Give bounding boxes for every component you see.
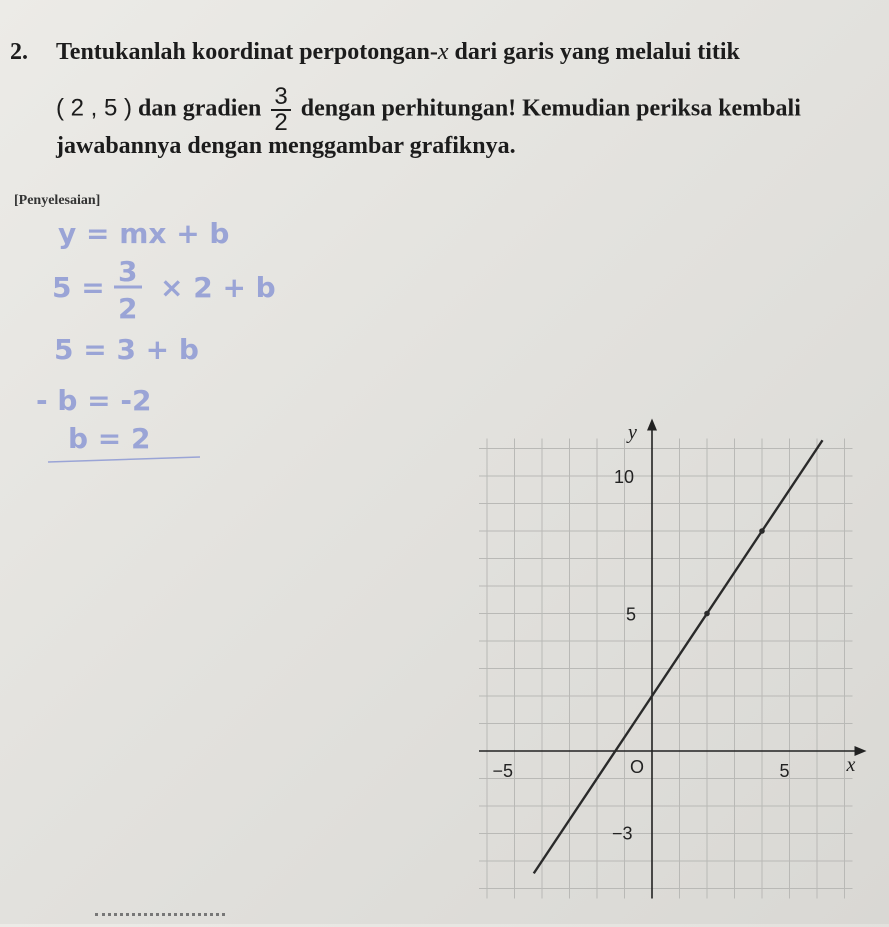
tick-label-10: 10 xyxy=(614,467,635,487)
data-point xyxy=(704,611,710,617)
step-2-denominator: 2 xyxy=(118,292,138,325)
problem-line-1: Tentukanlah koordinat perpotongan-x dari garis yang melalui titik xyxy=(56,39,740,65)
y-axis-arrow xyxy=(647,419,657,431)
axes xyxy=(479,419,867,899)
step-5: b = 2 xyxy=(68,422,151,455)
step-3: 5 = 3 + b xyxy=(54,333,199,366)
tick-label-neg5: −5 xyxy=(492,761,514,781)
point-coordinate: ( 2 , 5 ) xyxy=(56,94,133,122)
tick-label-5: 5 xyxy=(626,604,637,625)
page-bottom-edge xyxy=(95,913,225,927)
problem-line-2: ( 2 , 5 ) dan gradien $\frac{3}{2}$ dengan perhitungan! Kemudian periksa kembali xyxy=(56,83,801,136)
solution-label: [Penyelesaian] xyxy=(14,193,101,208)
x-axis-label: x xyxy=(846,754,856,776)
step-2-right: × 2 + b xyxy=(160,271,276,304)
y-axis-label: y xyxy=(628,421,637,444)
line-graph xyxy=(480,421,860,895)
variable-x: x xyxy=(437,39,449,65)
grid xyxy=(479,439,853,899)
step-1: y = mx + b xyxy=(58,217,230,250)
tick-label-pos5: 5 xyxy=(779,761,790,781)
step-2-left: 5 = xyxy=(52,271,105,304)
step-2-numerator: 3 xyxy=(118,255,138,288)
step-4: - b = -2 xyxy=(36,384,152,417)
problem-number: 2. xyxy=(10,39,28,65)
tick-label-neg3: −3 xyxy=(612,823,633,844)
slope-fraction: $\frac{3}{2}$ xyxy=(271,85,290,135)
data-point xyxy=(759,528,765,534)
x-axis-arrow xyxy=(855,746,867,756)
origin-label: O xyxy=(630,757,645,777)
problem-line-3: jawabannya dengan menggambar grafiknya. xyxy=(56,133,516,159)
graph-line xyxy=(534,440,823,873)
underline xyxy=(48,457,200,462)
plot-line xyxy=(534,440,823,873)
handwritten-solution xyxy=(0,0,420,480)
